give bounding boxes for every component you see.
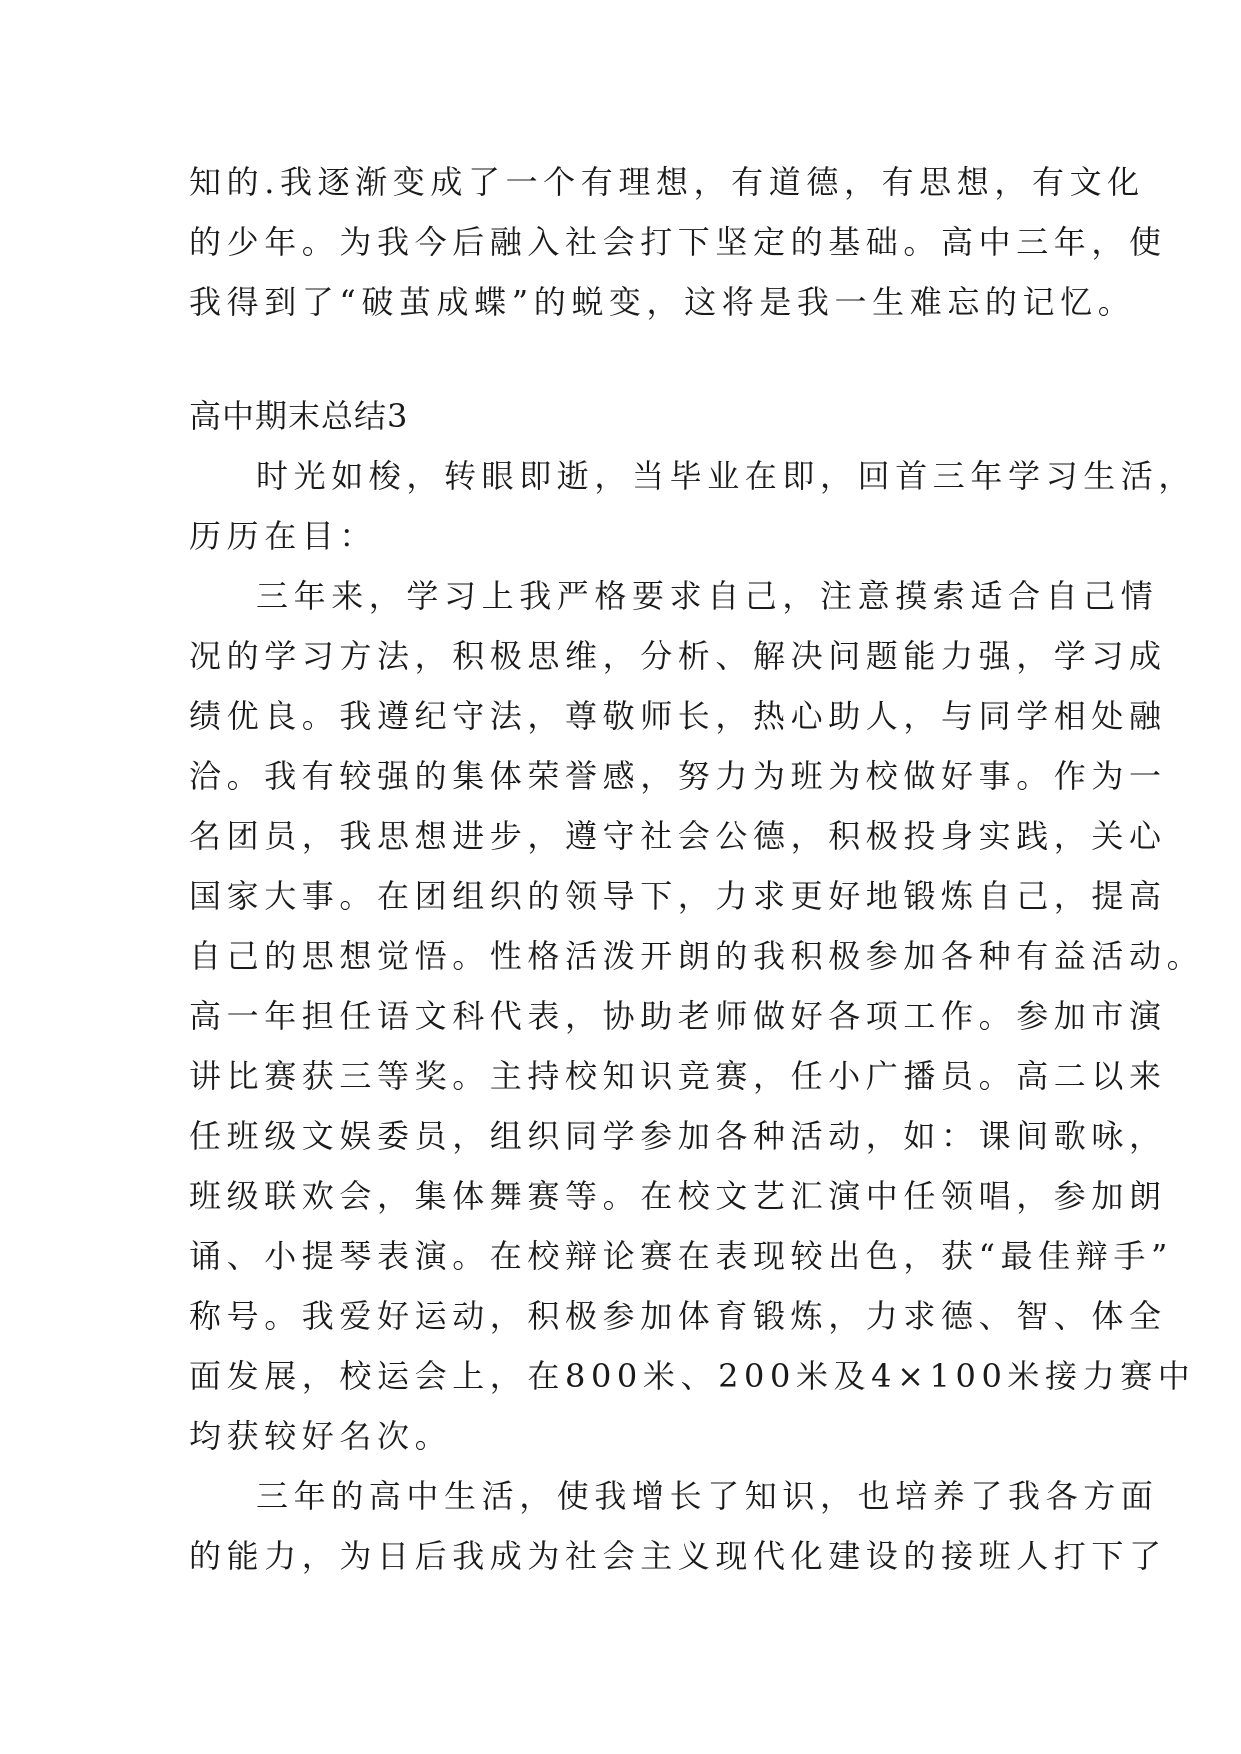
paragraph2-line-9: 讲比赛获三等奖。主持校知识竞赛，任小广播员。高二以来 [189,1057,1167,1095]
paragraph2-line-12: 诵、小提琴表演。在校辩论赛在表现较出色，获“最佳辩手” [189,1237,1173,1275]
paragraph3-line-2: 的能力，为日后我成为社会主义现代化建设的接班人打下了 [189,1537,1167,1575]
paragraph2-line-15: 均获较好名次。 [189,1417,453,1455]
paragraph2-line-8: 高一年担任语文科代表，协助老师做好各项工作。参加市演 [189,997,1167,1035]
paragraph2-line-5: 名团员，我思想进步，遵守社会公德，积极投身实践，关心 [189,817,1167,855]
continuation-line-1: 知的.我逐渐变成了一个有理想，有道德，有思想，有文化 [189,163,1145,201]
paragraph2-line-7: 自己的思想觉悟。性格活泼开朗的我积极参加各种有益活动。 [189,937,1205,975]
paragraph1-line-2: 历历在目： [189,517,378,555]
paragraph2-line-1: 三年来，学习上我严格要求自己，注意摸索适合自己情 [256,577,1159,615]
paragraph2-line-6: 国家大事。在团组织的领导下，力求更好地锻炼自己，提高 [189,877,1167,915]
section-title: 高中期末总结3 [189,397,409,435]
paragraph3-line-1: 三年的高中生活，使我增长了知识，也培养了我各方面 [256,1477,1159,1515]
paragraph1-line-1: 时光如梭，转眼即逝，当毕业在即，回首三年学习生活， [256,457,1197,495]
paragraph2-line-10: 任班级文娱委员，组织同学参加各种活动，如：课间歌咏， [189,1117,1167,1155]
paragraph2-line-4: 洽。我有较强的集体荣誉感，努力为班为校做好事。作为一 [189,757,1167,795]
continuation-line-3: 我得到了“破茧成蝶”的蜕变，这将是我一生难忘的记忆。 [189,283,1136,321]
paragraph2-line-13: 称号。我爱好运动，积极参加体育锻炼，力求德、智、体全 [189,1297,1167,1335]
continuation-line-2: 的少年。为我今后融入社会打下坚定的基础。高中三年，使 [189,223,1167,261]
paragraph2-line-11: 班级联欢会，集体舞赛等。在校文艺汇演中任领唱，参加朗 [189,1177,1167,1215]
paragraph2-line-3: 绩优良。我遵纪守法，尊敬师长，热心助人，与同学相处融 [189,697,1167,735]
paragraph2-line-14: 面发展，校运会上，在800米、200米及4×100米接力赛中 [189,1357,1196,1395]
paragraph2-line-2: 况的学习方法，积极思维，分析、解决问题能力强，学习成 [189,637,1167,675]
